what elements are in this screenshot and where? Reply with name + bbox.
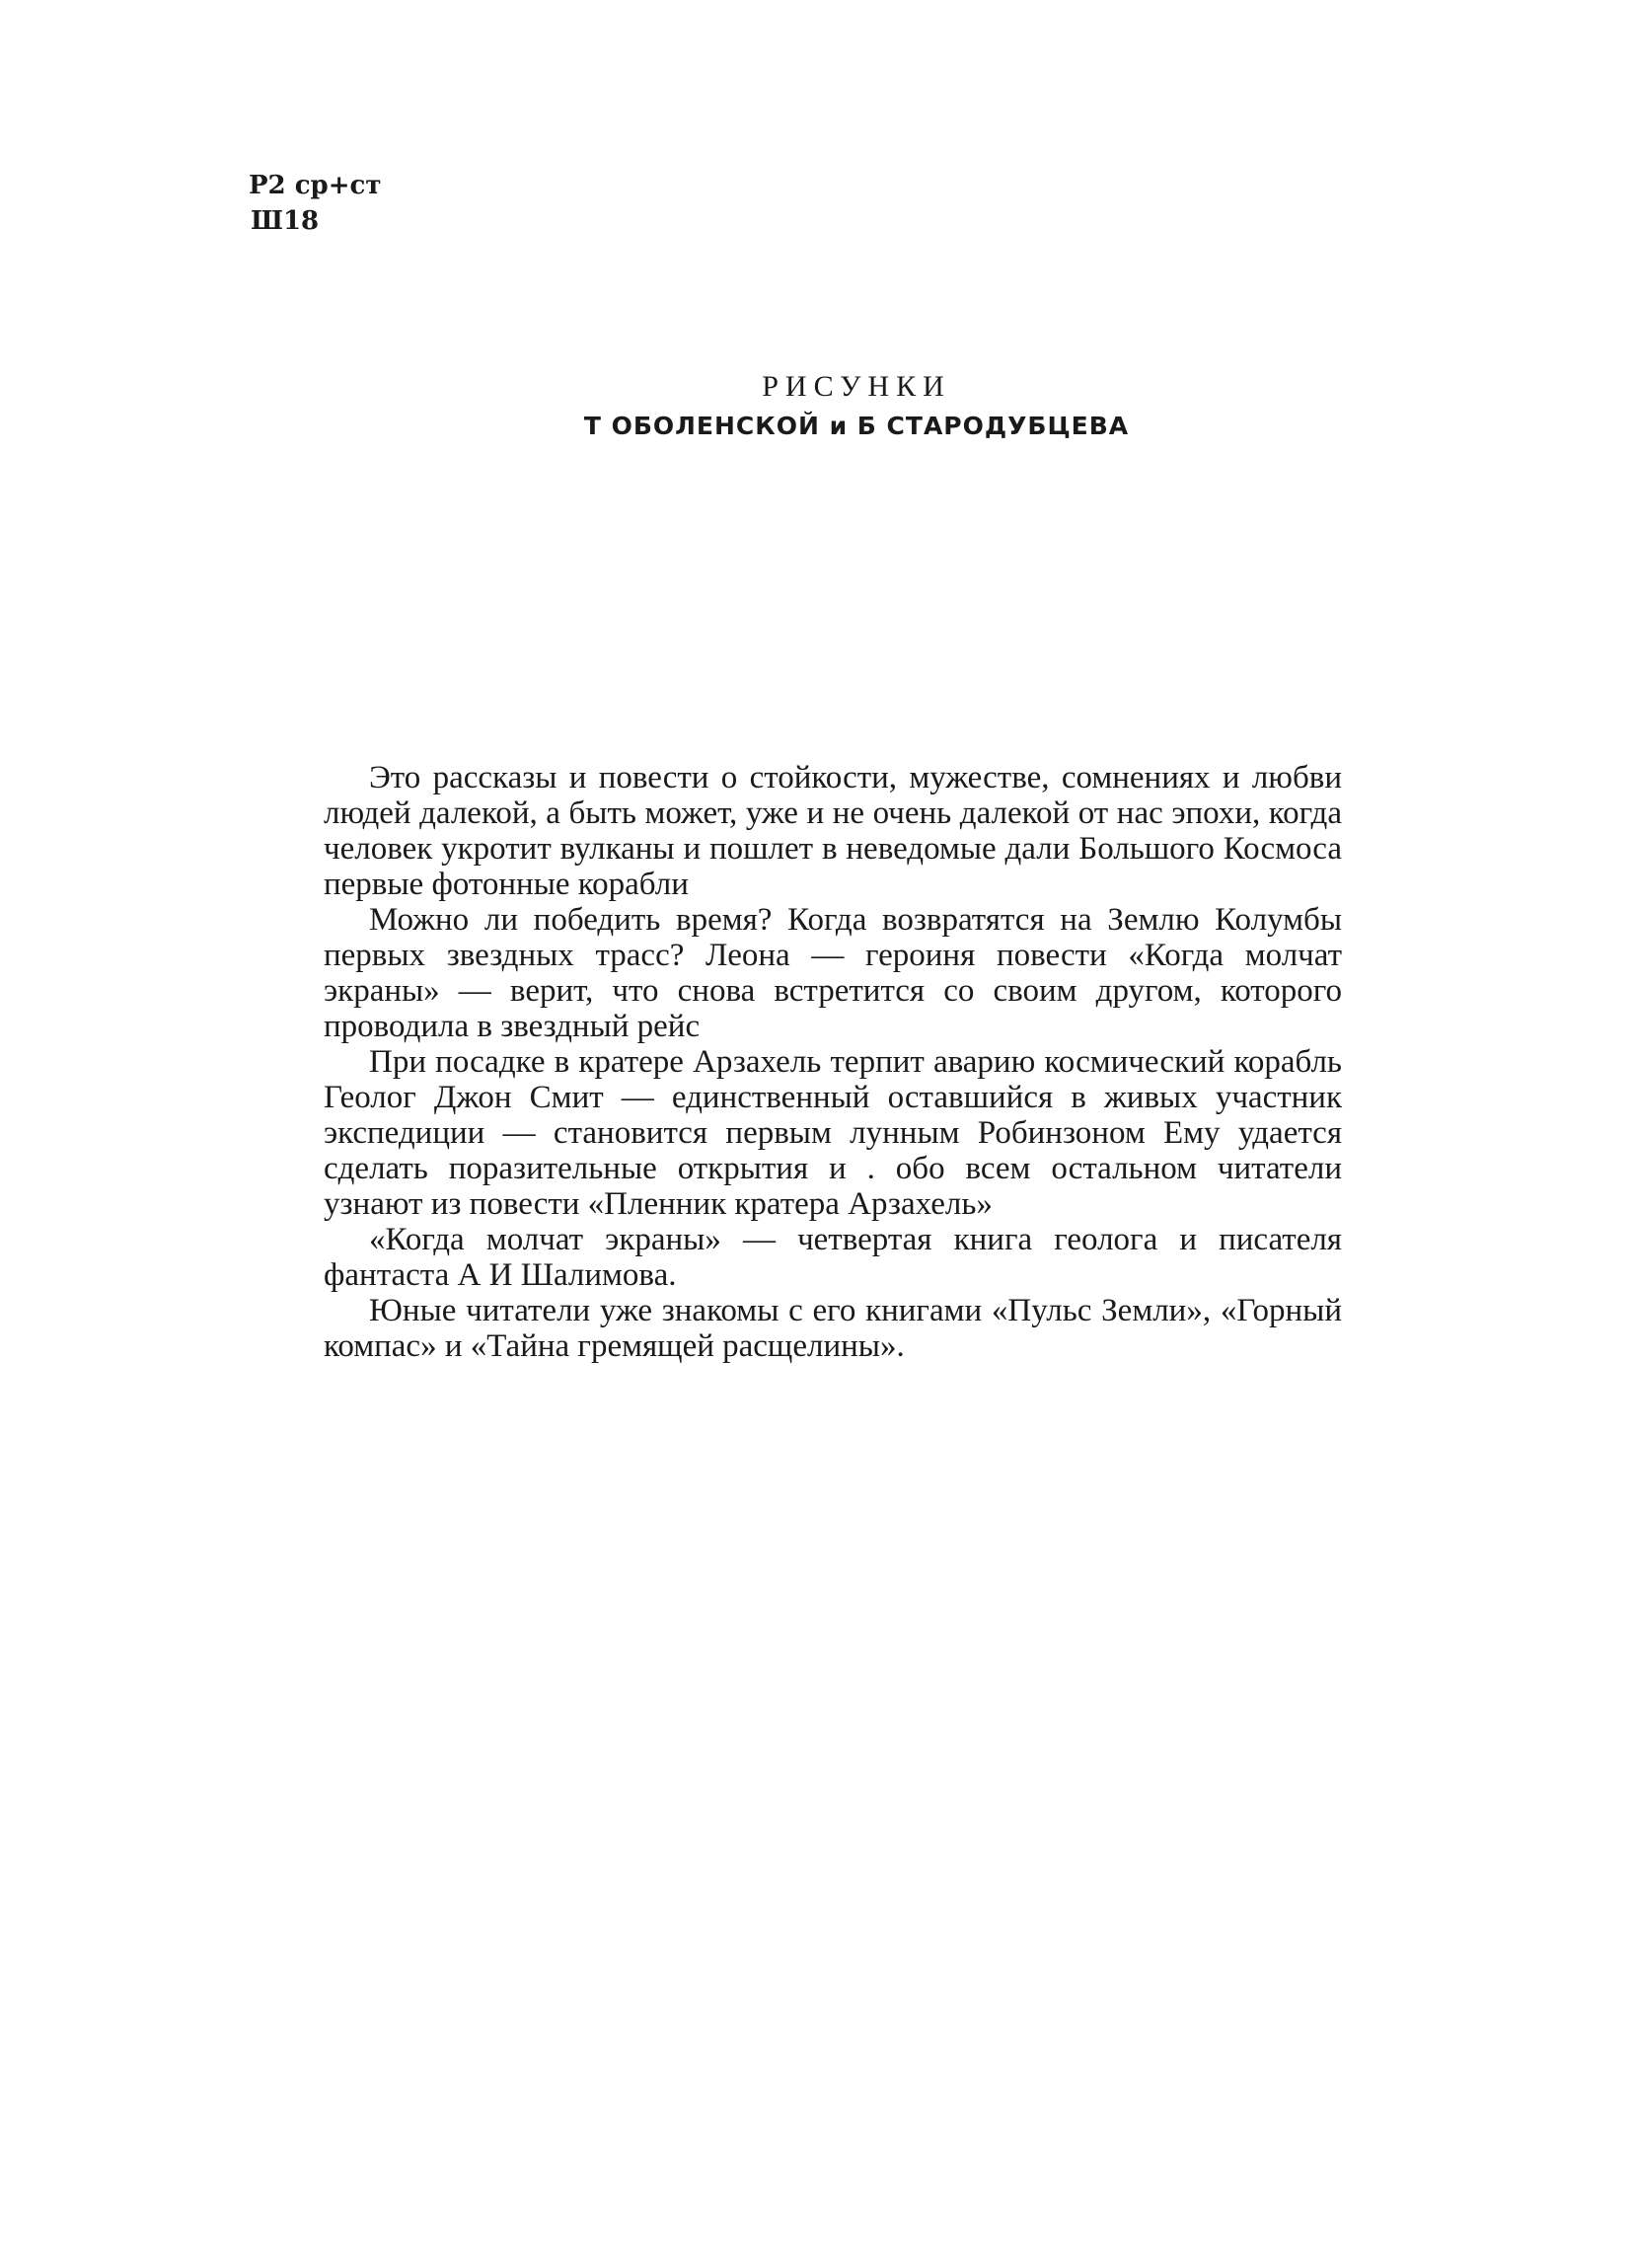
annotation-paragraph-3: При посадке в кратере Арзахель терпит аварию космический корабль Геолог Джон Смит — единственный оставшийся в живых участник экспедиции — становится первым лунным Робинзоном Ему удается сделать поразительные открытия и . обо всем остальном читатели узнают из повести «Пленник кратера Арзахель» (324, 1044, 1342, 1222)
catalog-code-primary: Р2 ср+ст (249, 171, 382, 200)
illustrations-credit (0, 367, 1634, 446)
illustrations-label: РИСУНКИ (762, 370, 951, 403)
annotation-paragraph-4: «Когда молчат экраны» — четвертая книга геолога и писателя фантаста А И Шалимова. (324, 1222, 1342, 1293)
book-annotation (324, 760, 1342, 1364)
annotation-paragraph-2: Можно ли победить время? Когда возвратятся на Землю Колумбы первых звездных трасс? Леона — героиня повести «Когда молчат экраны» — верит, что снова встретится со своим другом, которого проводила в звездный рейс (324, 902, 1342, 1044)
annotation-paragraph-1: Это рассказы и повести о стойкости, мужестве, сомнениях и любви людей далекой, а быть может, уже и не очень далекой от нас эпохи, когда человек укротит вулканы и пошлет в неведомые дали Большого Космоса первые фотонные корабли (324, 760, 1342, 902)
illustrators-names: Т ОБОЛЕНСКОЙ и Б СТАРОДУБЦЕВА (583, 412, 1130, 440)
catalog-code-secondary: Ш18 (251, 206, 320, 236)
catalog-codes (249, 168, 381, 239)
annotation-paragraph-5: Юные читатели уже знакомы с его книгами «Пульс Земли», «Горный компас» и «Тайна гремящей расщелины». (324, 1293, 1342, 1364)
